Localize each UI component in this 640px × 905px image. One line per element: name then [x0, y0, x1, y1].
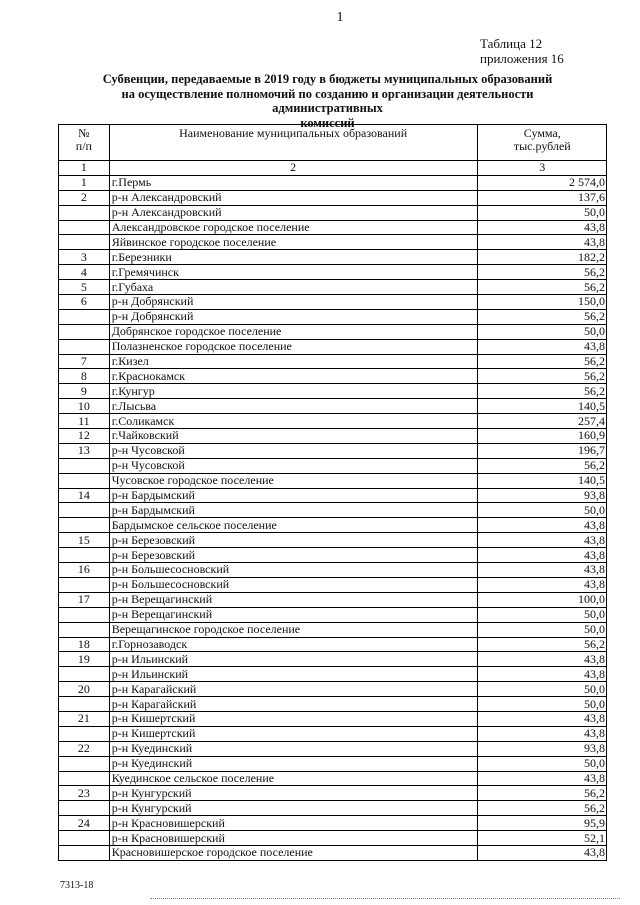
sum-cell: 50,0: [477, 503, 606, 518]
table-row: [59, 280, 607, 295]
name-cell: р-н Большесосновский: [109, 577, 477, 592]
sum-cell: 150,0: [477, 295, 606, 310]
table-row: [59, 414, 607, 429]
name-cell: р-н Александровский: [109, 205, 477, 220]
sum-cell: 50,0: [477, 697, 606, 712]
num-cell: 9: [59, 384, 110, 399]
index-cell-2: 2: [109, 161, 477, 176]
name-cell: р-н Березовский: [109, 533, 477, 548]
name-cell: г.Губаха: [109, 280, 477, 295]
sum-cell: 182,2: [477, 250, 606, 265]
num-cell: 3: [59, 250, 110, 265]
sum-cell: 2 574,0: [477, 175, 606, 190]
num-cell: [59, 339, 110, 354]
num-cell: 13: [59, 443, 110, 458]
table-row: [59, 637, 607, 652]
sum-cell: 43,8: [477, 548, 606, 563]
num-cell: 18: [59, 637, 110, 652]
name-cell: р-н Кунгурский: [109, 801, 477, 816]
name-cell: р-н Ильинский: [109, 652, 477, 667]
header-sum: Сумма, тыс.рублей: [477, 125, 606, 161]
num-cell: [59, 309, 110, 324]
num-cell: [59, 697, 110, 712]
table-row: [59, 592, 607, 607]
sum-cell: 43,8: [477, 518, 606, 533]
name-cell: р-н Карагайский: [109, 697, 477, 712]
sum-cell: 93,8: [477, 488, 606, 503]
table-row: [59, 548, 607, 563]
index-row: [59, 161, 607, 176]
table-row: [59, 711, 607, 726]
sum-cell: 56,2: [477, 801, 606, 816]
sum-cell: 50,0: [477, 682, 606, 697]
sum-cell: 43,8: [477, 220, 606, 235]
sum-cell: 50,0: [477, 622, 606, 637]
name-cell: р-н Бардымский: [109, 488, 477, 503]
num-cell: 20: [59, 682, 110, 697]
document-title: [70, 72, 585, 130]
num-cell: 19: [59, 652, 110, 667]
table-row: [59, 741, 607, 756]
name-cell: г.Горнозаводск: [109, 637, 477, 652]
name-cell: г.Пермь: [109, 175, 477, 190]
table-row: [59, 726, 607, 741]
sum-cell: 50,0: [477, 324, 606, 339]
name-cell: р-н Ильинский: [109, 667, 477, 682]
name-cell: р-н Добрянский: [109, 295, 477, 310]
page-number: 1: [336, 10, 344, 25]
num-cell: [59, 607, 110, 622]
sum-cell: 50,0: [477, 205, 606, 220]
name-cell: г.Соликамск: [109, 414, 477, 429]
num-cell: 12: [59, 429, 110, 444]
num-cell: 24: [59, 816, 110, 831]
num-cell: 11: [59, 414, 110, 429]
table-reference: [480, 36, 564, 66]
sum-cell: 43,8: [477, 235, 606, 250]
sum-cell: 56,2: [477, 265, 606, 280]
table-row: [59, 250, 607, 265]
table-row: [59, 563, 607, 578]
num-cell: 23: [59, 786, 110, 801]
num-cell: [59, 548, 110, 563]
name-cell: р-н Березовский: [109, 548, 477, 563]
sum-cell: 100,0: [477, 592, 606, 607]
num-cell: 4: [59, 265, 110, 280]
table-row: [59, 697, 607, 712]
num-cell: 6: [59, 295, 110, 310]
header-name: Наименование муниципальных образований: [109, 125, 477, 161]
name-cell: Полазненское городское поселение: [109, 339, 477, 354]
name-cell: р-н Александровский: [109, 190, 477, 205]
name-cell: г.Гремячинск: [109, 265, 477, 280]
title-line2: на осуществление полномочий по созданию и организации деятельности административных: [121, 86, 534, 115]
name-cell: р-н Куединский: [109, 756, 477, 771]
name-cell: г.Кизел: [109, 354, 477, 369]
table-row: [59, 354, 607, 369]
table-row: [59, 667, 607, 682]
sum-cell: 95,9: [477, 816, 606, 831]
num-cell: 16: [59, 563, 110, 578]
num-cell: [59, 801, 110, 816]
sum-cell: 43,8: [477, 652, 606, 667]
num-cell: [59, 518, 110, 533]
table-row: [59, 429, 607, 444]
name-cell: р-н Большесосновский: [109, 563, 477, 578]
table-row: [59, 488, 607, 503]
num-cell: [59, 756, 110, 771]
table-row: [59, 652, 607, 667]
sum-cell: 43,8: [477, 533, 606, 548]
sum-cell: 257,4: [477, 414, 606, 429]
sum-cell: 56,2: [477, 786, 606, 801]
name-cell: р-н Верещагинский: [109, 607, 477, 622]
sum-cell: 56,2: [477, 280, 606, 295]
num-cell: [59, 473, 110, 488]
table-row: [59, 339, 607, 354]
sum-cell: 140,5: [477, 399, 606, 414]
table-row: [59, 205, 607, 220]
table-row: [59, 801, 607, 816]
name-cell: р-н Кишертский: [109, 711, 477, 726]
num-cell: [59, 667, 110, 682]
sum-cell: 137,6: [477, 190, 606, 205]
num-cell: [59, 831, 110, 846]
sum-cell: 43,8: [477, 726, 606, 741]
num-cell: [59, 458, 110, 473]
name-cell: Яйвинское городское поселение: [109, 235, 477, 250]
table-row: [59, 577, 607, 592]
table-row: [59, 845, 607, 860]
sum-cell: 56,2: [477, 637, 606, 652]
num-cell: 7: [59, 354, 110, 369]
name-cell: р-н Кунгурский: [109, 786, 477, 801]
name-cell: Верещагинское городское поселение: [109, 622, 477, 637]
name-cell: р-н Карагайский: [109, 682, 477, 697]
table-ref-line2: приложения 16: [480, 51, 564, 66]
name-cell: р-н Красновишерский: [109, 831, 477, 846]
name-cell: Красновишерское городское поселение: [109, 845, 477, 860]
table-row: [59, 220, 607, 235]
table-row: [59, 622, 607, 637]
table-row: [59, 831, 607, 846]
num-cell: 10: [59, 399, 110, 414]
sum-cell: 43,8: [477, 667, 606, 682]
name-cell: Куединское сельское поселение: [109, 771, 477, 786]
subvention-table: [58, 124, 607, 861]
table-row: [59, 682, 607, 697]
num-cell: 21: [59, 711, 110, 726]
name-cell: г.Краснокамск: [109, 369, 477, 384]
table-row: [59, 190, 607, 205]
sum-cell: 196,7: [477, 443, 606, 458]
num-cell: 1: [59, 175, 110, 190]
name-cell: Бардымское сельское поселение: [109, 518, 477, 533]
sum-cell: 93,8: [477, 741, 606, 756]
table-row: [59, 295, 607, 310]
num-cell: [59, 771, 110, 786]
header-row: [59, 125, 607, 161]
num-cell: [59, 220, 110, 235]
table-row: [59, 175, 607, 190]
name-cell: Александровское городское поселение: [109, 220, 477, 235]
num-cell: [59, 503, 110, 518]
table-row: [59, 756, 607, 771]
sum-cell: 43,8: [477, 711, 606, 726]
name-cell: р-н Чусовской: [109, 443, 477, 458]
num-cell: [59, 845, 110, 860]
name-cell: г.Лысьва: [109, 399, 477, 414]
table-ref-line1: Таблица 12: [480, 36, 543, 51]
num-cell: [59, 622, 110, 637]
footer-divider: [150, 898, 620, 899]
name-cell: г.Березники: [109, 250, 477, 265]
name-cell: р-н Кишертский: [109, 726, 477, 741]
name-cell: Чусовское городское поселение: [109, 473, 477, 488]
sum-cell: 56,2: [477, 384, 606, 399]
sum-cell: 56,2: [477, 369, 606, 384]
table-row: [59, 369, 607, 384]
table-row: [59, 309, 607, 324]
name-cell: р-н Добрянский: [109, 309, 477, 324]
sum-cell: 56,2: [477, 354, 606, 369]
table-row: [59, 771, 607, 786]
sum-cell: 50,0: [477, 756, 606, 771]
num-cell: [59, 205, 110, 220]
table-row: [59, 533, 607, 548]
index-cell-1: 1: [59, 161, 110, 176]
name-cell: р-н Куединский: [109, 741, 477, 756]
num-cell: 14: [59, 488, 110, 503]
num-cell: 22: [59, 741, 110, 756]
sum-cell: 56,2: [477, 309, 606, 324]
sum-cell: 43,8: [477, 339, 606, 354]
table-row: [59, 384, 607, 399]
table-row: [59, 607, 607, 622]
table-row: [59, 265, 607, 280]
table-row: [59, 443, 607, 458]
sum-cell: 43,8: [477, 563, 606, 578]
num-cell: 15: [59, 533, 110, 548]
header-num: № п/п: [59, 125, 110, 161]
name-cell: р-н Верещагинский: [109, 592, 477, 607]
sum-cell: 56,2: [477, 458, 606, 473]
sum-cell: 50,0: [477, 607, 606, 622]
name-cell: г.Чайковский: [109, 429, 477, 444]
title-line3: комиссий: [300, 115, 355, 130]
num-cell: [59, 324, 110, 339]
index-cell-3: 3: [477, 161, 606, 176]
num-cell: 5: [59, 280, 110, 295]
name-cell: р-н Красновишерский: [109, 816, 477, 831]
name-cell: р-н Бардымский: [109, 503, 477, 518]
footer-code: 7313-18: [60, 880, 94, 891]
name-cell: р-н Чусовской: [109, 458, 477, 473]
sum-cell: 43,8: [477, 577, 606, 592]
table-row: [59, 503, 607, 518]
sum-cell: 43,8: [477, 771, 606, 786]
num-cell: [59, 577, 110, 592]
num-cell: 8: [59, 369, 110, 384]
table-row: [59, 399, 607, 414]
num-cell: 17: [59, 592, 110, 607]
num-cell: [59, 235, 110, 250]
table-row: [59, 473, 607, 488]
table-row: [59, 235, 607, 250]
name-cell: г.Кунгур: [109, 384, 477, 399]
table-row: [59, 816, 607, 831]
title-line1: Субвенции, передаваемые в 2019 году в бюджеты муниципальных образований: [102, 72, 553, 86]
num-cell: 2: [59, 190, 110, 205]
name-cell: Добрянское городское поселение: [109, 324, 477, 339]
table-row: [59, 518, 607, 533]
sum-cell: 160,9: [477, 429, 606, 444]
sum-cell: 52,1: [477, 831, 606, 846]
sum-cell: 140,5: [477, 473, 606, 488]
table-row: [59, 324, 607, 339]
sum-cell: 43,8: [477, 845, 606, 860]
table-row: [59, 786, 607, 801]
table-row: [59, 458, 607, 473]
num-cell: [59, 726, 110, 741]
